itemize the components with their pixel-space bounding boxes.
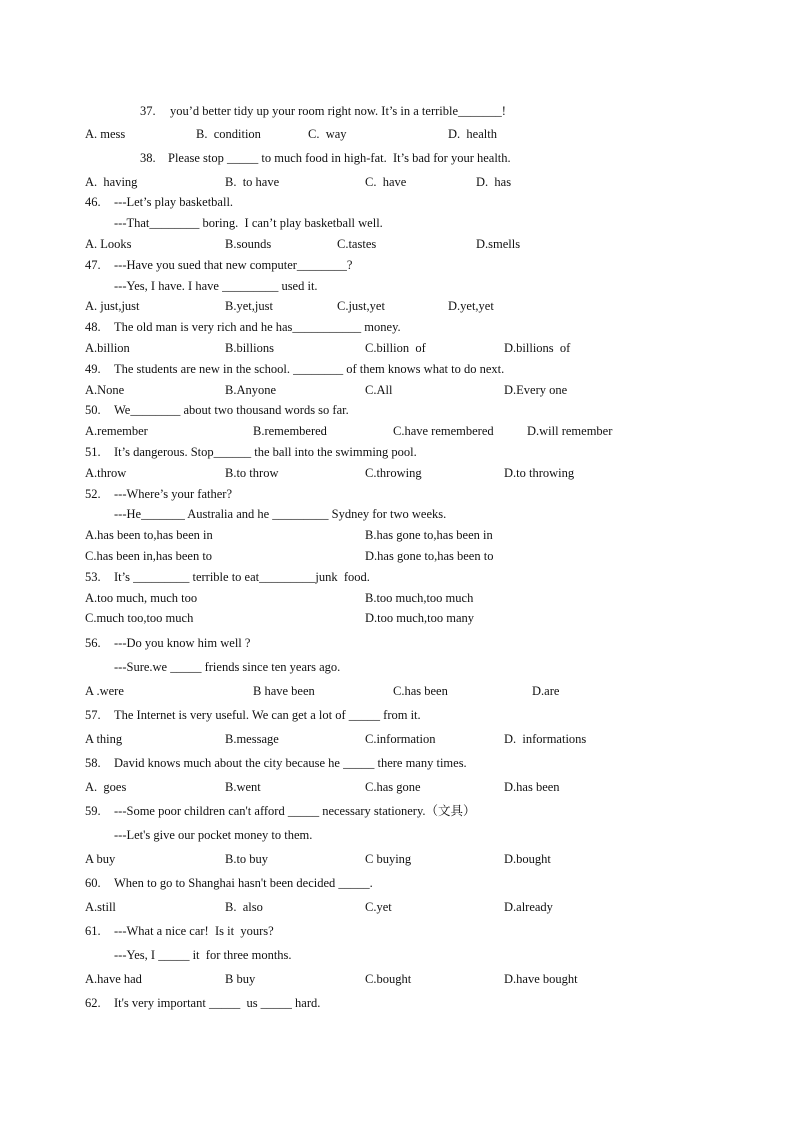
question-line: ---That________ boring. I can’t play basketball well. xyxy=(114,216,383,230)
option-a[interactable]: A. Looks xyxy=(85,237,132,251)
option-c[interactable]: C.has gone xyxy=(365,780,421,794)
question-number: 49. xyxy=(85,362,101,376)
question-line: We________ about two thousand words so far. xyxy=(114,403,349,417)
question-line: ---Let’s play basketball. xyxy=(114,195,234,209)
option-a[interactable]: A thing xyxy=(85,732,123,746)
option-d[interactable]: D.Every one xyxy=(504,383,568,397)
option-b[interactable]: B buy xyxy=(225,972,256,986)
option-a[interactable]: A.still xyxy=(85,900,116,914)
question-number: 37. xyxy=(140,104,156,118)
option-d[interactable]: D. has xyxy=(476,175,512,189)
question-number: 57. xyxy=(85,708,101,722)
question-line: It's very important _____ us _____ hard. xyxy=(114,996,321,1010)
question-number: 52. xyxy=(85,487,101,501)
question-line: ---Sure.we _____ friends since ten years ago. xyxy=(114,660,341,674)
question-number: 38. xyxy=(140,151,156,165)
option-d[interactable]: D.yet,yet xyxy=(448,299,494,313)
option-b[interactable]: B.yet,just xyxy=(225,299,273,313)
option-b[interactable]: B.went xyxy=(225,780,261,794)
option-c[interactable]: C.billion of xyxy=(365,341,426,355)
option-b[interactable]: B.Anyone xyxy=(225,383,277,397)
question-number: 58. xyxy=(85,756,101,770)
option-b[interactable]: B.sounds xyxy=(225,237,272,251)
option-b[interactable]: B. also xyxy=(225,900,263,914)
question-line: David knows much about the city because he _____ there many times. xyxy=(114,756,467,770)
option-d[interactable]: D. health xyxy=(448,127,497,141)
question-line: The students are new in the school. ________ of them knows what to do next. xyxy=(114,362,505,376)
question-line: ---What a nice car! Is it yours? xyxy=(114,924,274,938)
option-d[interactable]: D.has been xyxy=(504,780,560,794)
question-line: The old man is very rich and he has___________ money. xyxy=(114,320,401,334)
option-d[interactable]: D.are xyxy=(532,684,560,698)
option-c[interactable]: C.have remembered xyxy=(393,424,494,438)
option-c[interactable]: C. way xyxy=(308,127,347,141)
question-line: ---Let's give our pocket money to them. xyxy=(114,828,313,842)
option-c[interactable]: C.has been in,has been to xyxy=(85,549,213,563)
option-a[interactable]: A.None xyxy=(85,383,125,397)
option-c[interactable]: C.yet xyxy=(365,900,392,914)
question-number: 62. xyxy=(85,996,101,1010)
option-b[interactable]: B.to buy xyxy=(225,852,269,866)
question-line: It’s dangerous. Stop______ the ball into the swimming pool. xyxy=(114,445,417,459)
question-line: ---Where’s your father? xyxy=(114,487,232,501)
option-c[interactable]: C.much too,too much xyxy=(85,611,194,625)
option-d[interactable]: D.billions of xyxy=(504,341,571,355)
option-a[interactable]: A.throw xyxy=(85,466,127,480)
option-a[interactable]: A.too much, much too xyxy=(85,591,198,605)
option-b[interactable]: B. to have xyxy=(225,175,280,189)
option-d[interactable]: D.has gone to,has been to xyxy=(365,549,494,563)
question-line: ---Yes, I have. I have _________ used it. xyxy=(114,279,318,293)
question-line: ---Some poor children can't afford _____ necessary stationery.（文具） xyxy=(114,804,476,818)
option-b[interactable]: B.too much,too much xyxy=(365,591,474,605)
option-a[interactable]: A.billion xyxy=(85,341,130,355)
option-c[interactable]: C.has been xyxy=(393,684,448,698)
question-number: 61. xyxy=(85,924,101,938)
option-d[interactable]: D.have bought xyxy=(504,972,578,986)
option-d[interactable]: D.bought xyxy=(504,852,551,866)
option-d[interactable]: D.will remember xyxy=(527,424,613,438)
option-c[interactable]: C.All xyxy=(365,383,393,397)
question-line: ---Yes, I _____ it for three months. xyxy=(114,948,292,962)
option-a[interactable]: A. goes xyxy=(85,780,127,794)
option-c[interactable]: C.just,yet xyxy=(337,299,385,313)
question-line: ---He_______ Australia and he _________ Sydney for two weeks. xyxy=(114,507,447,521)
question-line: Please stop _____ to much food in high-fat. It’s bad for your health. xyxy=(168,151,511,165)
option-d[interactable]: D.already xyxy=(504,900,553,914)
option-c[interactable]: C.bought xyxy=(365,972,412,986)
option-d[interactable]: D. informations xyxy=(504,732,587,746)
option-a[interactable]: A. mess xyxy=(85,127,126,141)
option-b[interactable]: B.remembered xyxy=(253,424,327,438)
question-line: The Internet is very useful. We can get a lot of _____ from it. xyxy=(114,708,421,722)
option-d[interactable]: D.too much,too many xyxy=(365,611,475,625)
option-c[interactable]: C.information xyxy=(365,732,436,746)
option-a[interactable]: A.remember xyxy=(85,424,148,438)
question-line: ---Do you know him well ? xyxy=(114,636,251,650)
question-line: It’s _________ terrible to eat_________junk food. xyxy=(114,570,370,584)
question-number: 56. xyxy=(85,636,101,650)
question-number: 46. xyxy=(85,195,101,209)
option-b[interactable]: B have been xyxy=(253,684,315,698)
option-a[interactable]: A. just,just xyxy=(85,299,140,313)
question-line: When to go to Shanghai hasn't been decided _____. xyxy=(114,876,373,890)
option-b[interactable]: B.message xyxy=(225,732,279,746)
question-number: 47. xyxy=(85,258,101,272)
option-a[interactable]: A.have had xyxy=(85,972,142,986)
question-number: 59. xyxy=(85,804,101,818)
option-c[interactable]: C.throwing xyxy=(365,466,422,480)
option-c[interactable]: C.tastes xyxy=(337,237,377,251)
option-b[interactable]: B.to throw xyxy=(225,466,279,480)
option-d[interactable]: D.smells xyxy=(476,237,521,251)
option-b[interactable]: B.has gone to,has been in xyxy=(365,528,493,542)
option-a[interactable]: A.has been to,has been in xyxy=(85,528,213,542)
option-b[interactable]: B.billions xyxy=(225,341,274,355)
question-number: 51. xyxy=(85,445,101,459)
option-b[interactable]: B. condition xyxy=(196,127,261,141)
option-a[interactable]: A .were xyxy=(85,684,124,698)
question-number: 50. xyxy=(85,403,101,417)
question-line: you’d better tidy up your room right now. It’s in a terrible_______! xyxy=(170,104,506,118)
option-a[interactable]: A. having xyxy=(85,175,138,189)
option-a[interactable]: A buy xyxy=(85,852,116,866)
option-c[interactable]: C buying xyxy=(365,852,412,866)
question-line: ---Have you sued that new computer________? xyxy=(114,258,353,272)
option-d[interactable]: D.to throwing xyxy=(504,466,575,480)
question-number: 53. xyxy=(85,570,101,584)
option-c[interactable]: C. have xyxy=(365,175,407,189)
question-number: 60. xyxy=(85,876,101,890)
question-number: 48. xyxy=(85,320,101,334)
